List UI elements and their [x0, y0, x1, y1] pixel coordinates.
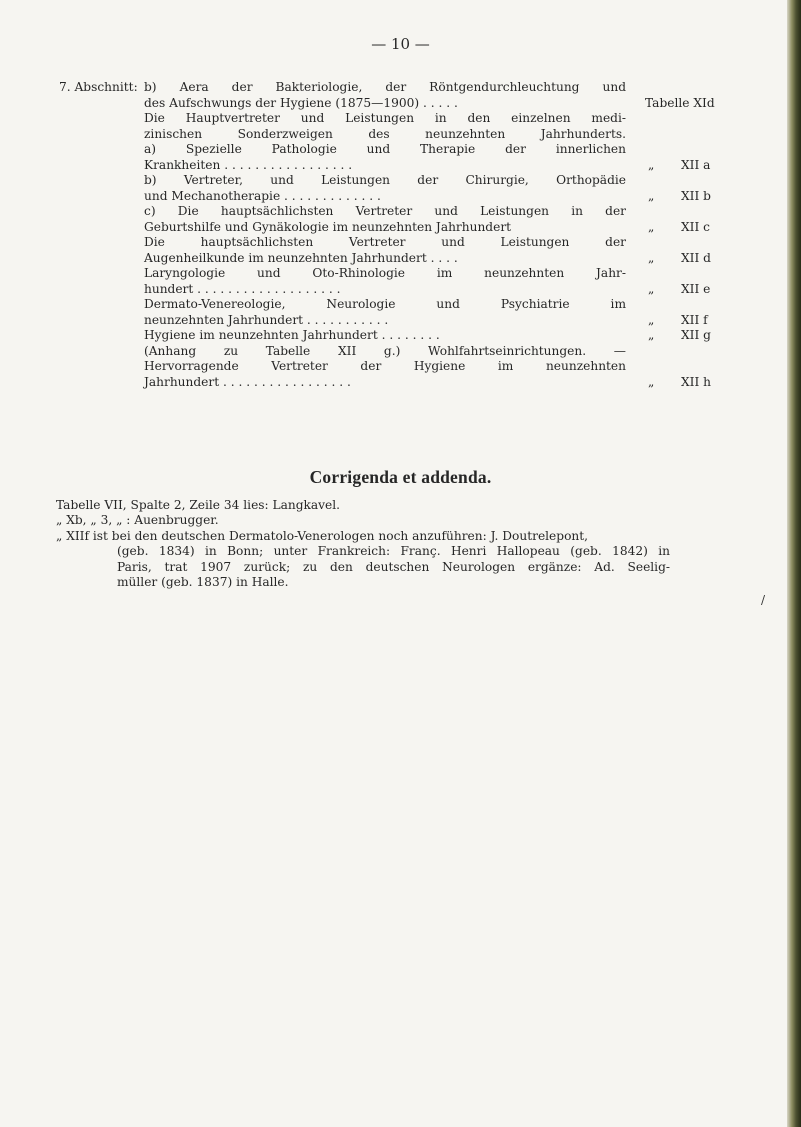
toc-table-code: XII g — [681, 328, 711, 342]
toc-line: und Mechanotherapie . . . . . . . . . . . . . — [144, 189, 381, 203]
toc-line: Krankheiten . . . . . . . . . . . . . . . . . — [144, 158, 353, 172]
corrigenda-entry: müller (geb. 1837) in Halle. — [117, 575, 289, 589]
corrigenda-heading: Corrigenda et addenda. — [309, 467, 492, 487]
toc-line: b) Vertreter, und Leistungen der Chirurgie, Orthopädie — [144, 173, 626, 187]
toc-line: a) Spezielle Pathologie und Therapie der innerlichen — [144, 142, 626, 156]
corrigenda-entry: Tabelle VII, Spalte 2, Zeile 34 lies: Langkavel. — [56, 498, 341, 512]
toc-line: Hervorragende Vertreter der Hygiene im neunzehnten — [144, 359, 626, 373]
toc-table-code: XII f — [681, 313, 708, 327]
toc-line: Geburtshilfe und Gynäkologie im neunzehnten Jahrhundert — [144, 220, 512, 234]
toc-line: zinischen Sonderzweigen des neunzehnten Jahrhunderts. — [144, 127, 626, 141]
margin-mark: / — [761, 593, 766, 607]
page-number: — 10 — — [371, 35, 430, 53]
toc-table-code: XII a — [681, 158, 711, 172]
page-edge-shadow — [787, 0, 801, 1127]
toc-line: Augenheilkunde im neunzehnten Jahrhundert . . . . — [144, 251, 458, 265]
toc-line: neunzehnten Jahrhundert . . . . . . . . . . . — [144, 313, 389, 327]
toc-line: Dermato-Venereologie, Neurologie und Psychiatrie im — [144, 297, 626, 311]
toc-table-reference: Tabelle XId — [645, 96, 715, 110]
ditto-mark: „ — [648, 328, 655, 342]
toc-line: Jahrhundert . . . . . . . . . . . . . . . . . — [144, 375, 351, 389]
toc-line: des Aufschwungs der Hygiene (1875—1900) . . . . . — [144, 96, 458, 110]
ditto-mark: „ — [648, 220, 655, 234]
toc-line: (Anhang zu Tabelle XII g.) Wohlfahrtseinrichtungen. — — [144, 344, 626, 358]
toc-line: b) Aera der Bakteriologie, der Röntgendurchleuchtung und — [144, 80, 626, 94]
ditto-mark: „ — [648, 251, 655, 265]
toc-table-code: XII c — [681, 220, 711, 234]
toc-line: Die Hauptvertreter und Leistungen in den einzelnen medi- — [144, 111, 626, 125]
toc-line: hundert . . . . . . . . . . . . . . . . . . . — [144, 282, 341, 296]
corrigenda-entry: (geb. 1834) in Bonn; unter Frankreich: Franç. Henri Hallopeau (geb. 1842) in — [117, 544, 670, 558]
ditto-mark: „ — [648, 313, 655, 327]
toc-table-code: XII b — [681, 189, 711, 203]
toc-line: c) Die hauptsächlichsten Vertreter und Leistungen in der — [144, 204, 626, 218]
toc-line: Die hauptsächlichsten Vertreter und Leistungen der — [144, 235, 626, 249]
corrigenda-entry: Paris, trat 1907 zurück; zu den deutschen Neurologen ergänze: Ad. Seelig- — [117, 560, 670, 574]
toc-table-code: XII d — [681, 251, 711, 265]
toc-line: Hygiene im neunzehnten Jahrhundert . . . . . . . . — [144, 328, 440, 342]
toc-line: Laryngologie und Oto-Rhinologie im neunzehnten Jahr- — [144, 266, 626, 280]
section-label: 7. Abschnitt: — [59, 80, 138, 94]
corrigenda-entry: „ XIIf ist bei den deutschen Dermatolo-Venerologen noch anzuführen: J. Doutrelepont, — [56, 529, 589, 543]
ditto-mark: „ — [648, 158, 655, 172]
ditto-mark: „ — [648, 282, 655, 296]
toc-table-code: XII e — [681, 282, 711, 296]
ditto-mark: „ — [648, 375, 655, 389]
corrigenda-entry: „ Xb, „ 3, „ : Auenbrugger. — [56, 513, 219, 527]
ditto-mark: „ — [648, 189, 655, 203]
toc-table-code: XII h — [681, 375, 712, 389]
